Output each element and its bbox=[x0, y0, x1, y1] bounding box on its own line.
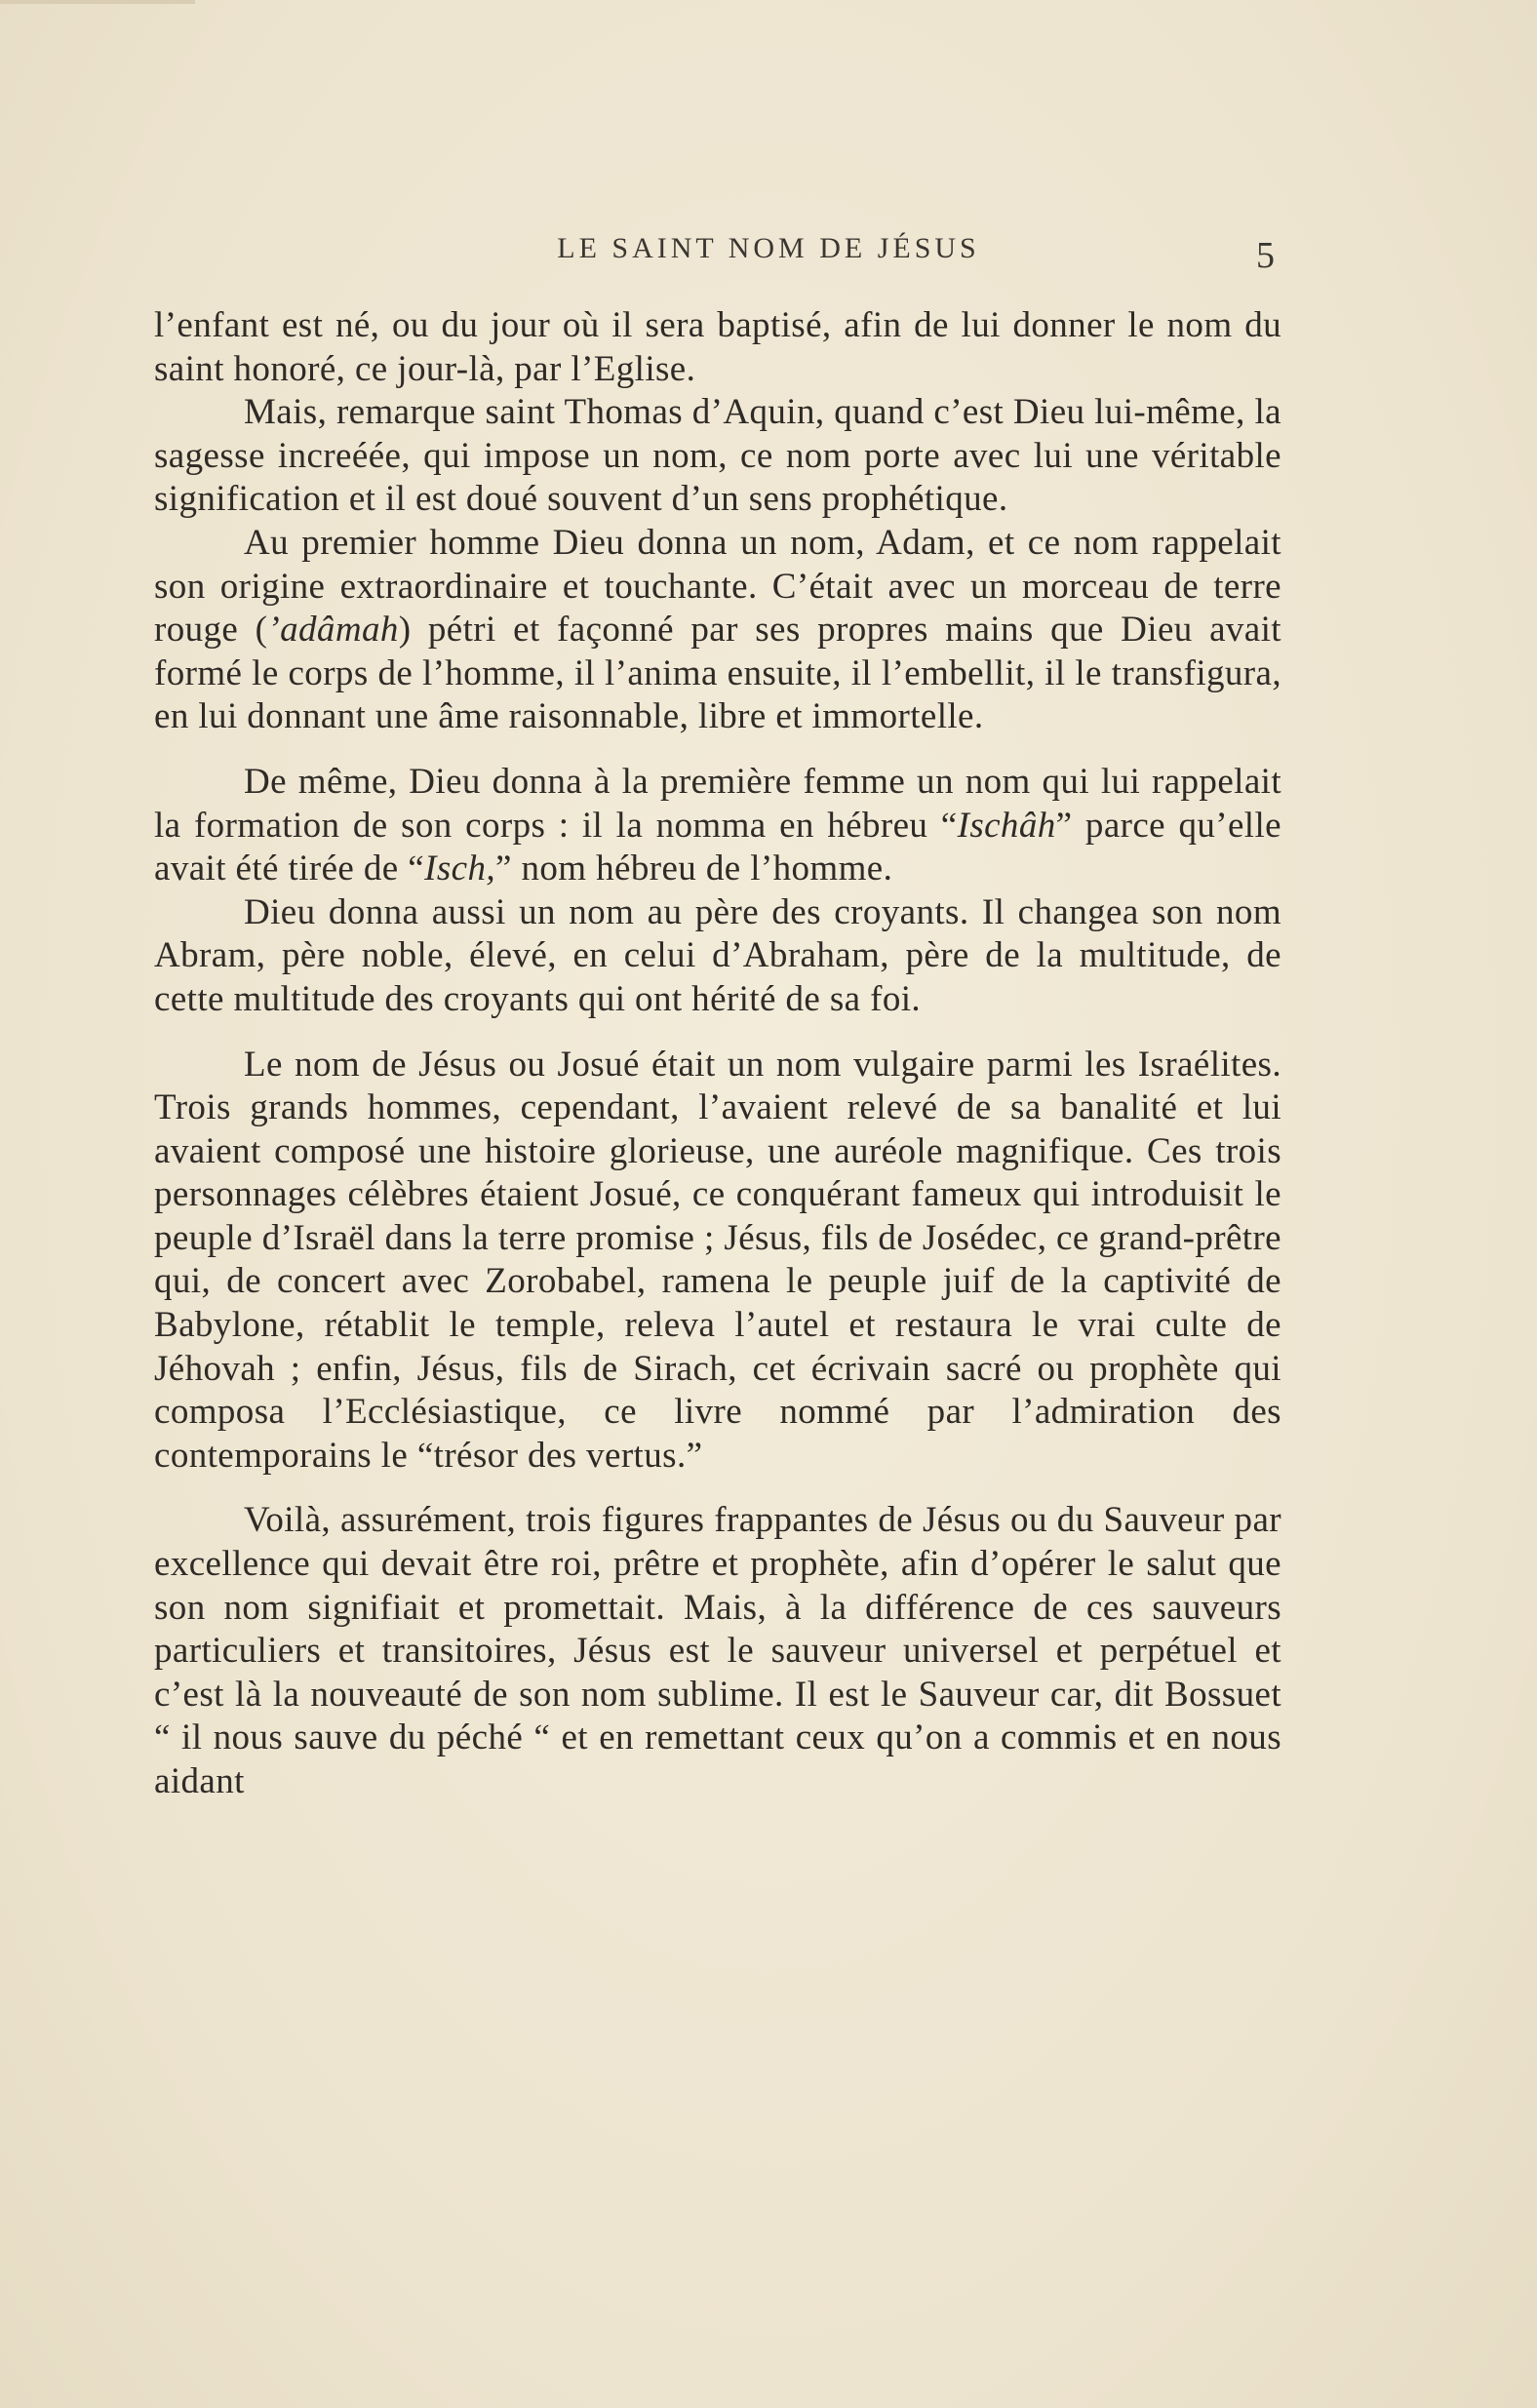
text-segment: Dieu donna aussi un nom au père des croyants. Il changea son nom Abram, père noble, élevé, en celui d’Abraham, père de la multitude, de cette multitude des croyants qui ont hérité de sa foi. bbox=[154, 891, 1281, 1019]
page-number: 5 bbox=[1256, 235, 1275, 276]
paragraph-adam bbox=[154, 522, 1281, 739]
paragraph-abraham bbox=[154, 891, 1281, 1022]
text-segment-italic: Ischâh bbox=[957, 805, 1056, 846]
text-segment: De même, Dieu donna à la première femme un nom qui lui rappelait la formation de son corps : il la nomma en hébreu “ bbox=[154, 761, 1281, 846]
text-segment: ” parce qu’elle avait été tirée de “ bbox=[154, 805, 1281, 889]
text-segment-italic: ’adâmah bbox=[267, 610, 399, 651]
text-segment: Mais, remarque saint Thomas d’Aquin, quand c’est Dieu lui-même, la sagesse increéée, qui impose un nom, ce nom porte avec lui une véritable signification et il est doué souvent d’un sens prophétique. bbox=[154, 392, 1281, 520]
text-segment: Voilà, assurément, trois figures frappantes de Jésus ou du Sauveur par excellence qui devait être roi, prêtre et prophète, afin d’opérer le salut que son nom signifiait et promettait. Mais, à la différence de ces sauveurs particuliers et transitoires, Jésus est le sauveur universel et perpétuel et c’est là la nouveauté de son nom sublime. Il est le Sauveur car, dit Bossuet “ il nous sauve du péché “ et en remettant ceux qu’on a commis et en nous aidant bbox=[154, 1500, 1281, 1801]
paragraph-sauveur bbox=[154, 1499, 1281, 1803]
text-segment: ) pétri et façonné par ses propres mains que Dieu avait formé le corps de l’homme, il l’anima ensuite, il l’embellit, il le transfigura, en lui donnant une âme raisonnable, libre et immortelle. bbox=[154, 610, 1281, 737]
body-text bbox=[154, 304, 1281, 1804]
running-head: LE SAINT NOM DE JÉSUS bbox=[557, 232, 980, 264]
paragraph-continuation bbox=[154, 304, 1281, 391]
paragraph-thomas-aquin bbox=[154, 391, 1281, 522]
text-segment-italic: Isch, bbox=[424, 849, 496, 889]
text-segment: l’enfant est né, ou du jour où il sera baptisé, afin de lui donner le nom du saint honoré, ce jour-là, par l’Eglise. bbox=[154, 305, 1281, 389]
text-segment: ” nom hébreu de l’homme. bbox=[495, 849, 893, 889]
paragraph-ischah bbox=[154, 761, 1281, 891]
text-segment: Au premier homme Dieu donna un nom, Adam, et ce nom rappelait son origine extraordinaire et touchante. C’était avec un morceau de terre rouge ( bbox=[154, 522, 1281, 651]
page-edge-mark bbox=[0, 0, 195, 4]
paragraph-three-figures bbox=[154, 1044, 1281, 1479]
text-segment: Le nom de Jésus ou Josué était un nom vulgaire parmi les Israélites. Trois grands hommes, cependant, l’avaient relevé de sa banalité et lui avaient composé une histoire glorieuse, une auréole magnifique. Ces trois personnages célèbres étaient Josué, ce conquérant fameux qui introduisit le peuple d’Israël dans la terre promise ; Jésus, fils de Josédec, ce grand-prêtre qui, de concert avec Zorobabel, ramena le peuple juif de la captivité de Babylone, rétablit le temple, releva l’autel et restaura le vrai culte de Jéhovah ; enfin, Jésus, fils de Sirach, cet écrivain sacré ou prophète qui composa l’Ecclésiastique, ce livre nommé par l’admiration des contemporains le “trésor des vertus.” bbox=[154, 1044, 1281, 1476]
